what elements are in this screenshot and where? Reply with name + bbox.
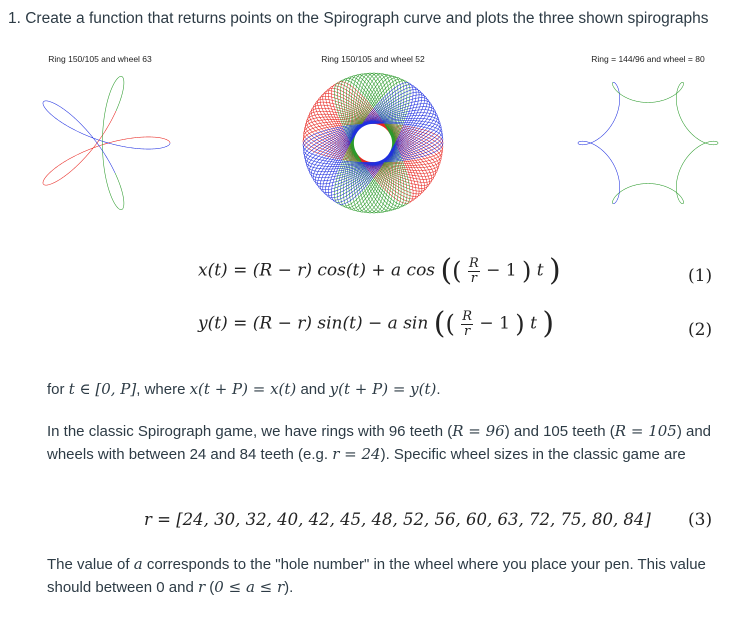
spirograph-curve-segment [612,141,718,204]
equation-number-2: (2) [688,320,713,340]
spirograph-curve-segment [102,76,123,209]
spirograph-figure-3 [548,54,745,218]
equation-y: y(t) = (R − r) sin(t) − a sin (( $\frac{R}{r}$ − 1 ) t ) [198,306,555,341]
equation-number-1: (1) [688,266,713,286]
spirograph-curve-segment [578,82,620,203]
question-title: 1. Create a function that returns points on the Spirograph curve and plots the three shown spirographs [8,10,709,27]
fraction-R-over-r: $\frac{R}{r}$ [468,255,479,286]
fraction-R-over-r: $\frac{R}{r}$ [462,308,473,339]
equation-y-lhs: y(t) = (R − r) sin(t) − a sin [198,313,429,334]
hole-number-paragraph: The value of a corresponds to the "hole number" in the wheel where you place your pen. This value should between 0 and r (0 ≤ a ≤ r). [47,555,706,596]
spirograph-figure-2 [273,54,473,218]
classic-game-paragraph: In the classic Spirograph game, we have rings with 96 teeth (R = 96) and 105 teeth (R = 105) and wheels with between 24 and 84 teeth (e.g. r = 24). Specific wheel sizes in the classic game are [47,422,712,463]
spirograph-plot [298,68,448,218]
spirograph-curve-segment [612,82,718,145]
spirograph-curve-segment [43,111,170,185]
wheel-sizes-equation: r = [24, 30, 32, 40, 42, 45, 48, 52, 56, 60, 63, 72, 75, 80, 84] [144,510,651,529]
equation-x: x(t) = (R − r) cos(t) + a cos (( $\frac{R}{r}$ − 1 ) t ) [198,253,561,288]
equation-x-lhs: x(t) = (R − r) cos(t) + a cos [198,260,436,281]
figure-label: Ring 150/105 and wheel 52 [321,54,425,64]
spirograph-figure-1 [0,54,200,218]
figure-label: Ring 150/105 and wheel 63 [48,54,152,64]
period-paragraph: for t ∈ [0, P], where x(t + P) = x(t) and y(t + P) = y(t). [47,380,441,398]
spirograph-plot [25,68,175,218]
spirograph-plot [573,68,723,218]
figure-label: Ring = 144/96 and wheel = 80 [591,54,705,64]
equation-number-3: (3) [688,510,713,530]
